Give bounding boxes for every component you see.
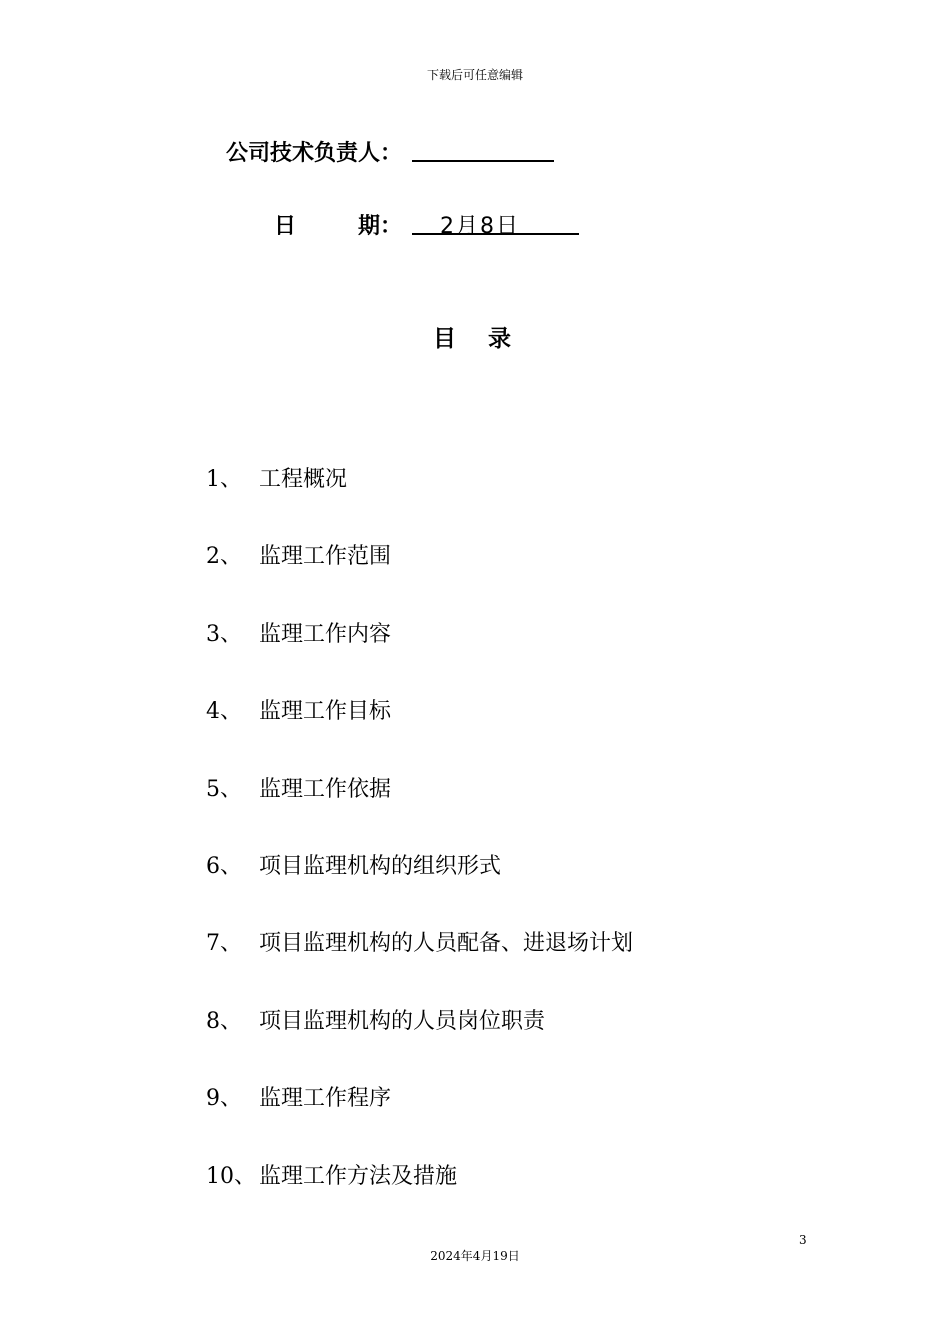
toc-item-number: 3、: [206, 621, 242, 647]
toc-item-text: 项目监理机构的组织形式: [259, 853, 502, 879]
date-label-char1: 日: [274, 214, 297, 239]
toc-item-text: 项目监理机构的人员配备、进退场计划: [259, 931, 634, 957]
toc-item-text: 项目监理机构的人员岗位职责: [259, 1008, 546, 1034]
toc-item: [206, 1081, 633, 1158]
date-label-char2: 期：: [358, 214, 403, 239]
tech-lead-label: 公司技术负责人：: [226, 141, 403, 166]
tech-lead-signature-line: [412, 160, 554, 162]
toc-item-number: 8、: [206, 1008, 242, 1034]
toc-item-text: 监理工作范围: [259, 544, 392, 570]
toc-item: [206, 926, 633, 1003]
toc-item-number: 10、: [206, 1163, 256, 1189]
toc-item: [206, 617, 633, 694]
toc-item: [206, 539, 633, 616]
toc-item-text: 工程概况: [259, 467, 348, 492]
toc-item-text: 监理工作内容: [259, 621, 392, 647]
header-note: 下载后可任意编辑: [426, 68, 523, 82]
footer-date: 2024年4月19日: [430, 1249, 520, 1263]
date-value: 2月8日: [440, 214, 520, 239]
toc-item: [206, 1004, 633, 1081]
date-label: [274, 209, 402, 240]
toc-list: [206, 462, 633, 1236]
date-underline: [412, 233, 579, 235]
toc-item: [206, 772, 633, 849]
toc-item-number: 1、: [206, 467, 242, 492]
toc-item-text: 监理工作方法及措施: [259, 1163, 458, 1189]
toc-item-text: 监理工作程序: [259, 1086, 392, 1112]
toc-item: [206, 849, 633, 926]
toc-item-number: 9、: [206, 1086, 242, 1112]
toc-item-number: 7、: [206, 931, 242, 957]
toc-item-number: 2、: [206, 544, 242, 570]
toc-item-number: 6、: [206, 853, 242, 879]
toc-item-text: 监理工作目标: [259, 699, 392, 725]
page-number: 3: [799, 1233, 807, 1247]
toc-item: [206, 1159, 633, 1236]
toc-item-number: 4、: [206, 699, 242, 725]
toc-item-number: 5、: [206, 776, 242, 802]
toc-title: 目 录: [432, 326, 523, 352]
toc-item: [206, 462, 633, 539]
toc-item: [206, 694, 633, 771]
toc-item-text: 监理工作依据: [259, 776, 392, 802]
